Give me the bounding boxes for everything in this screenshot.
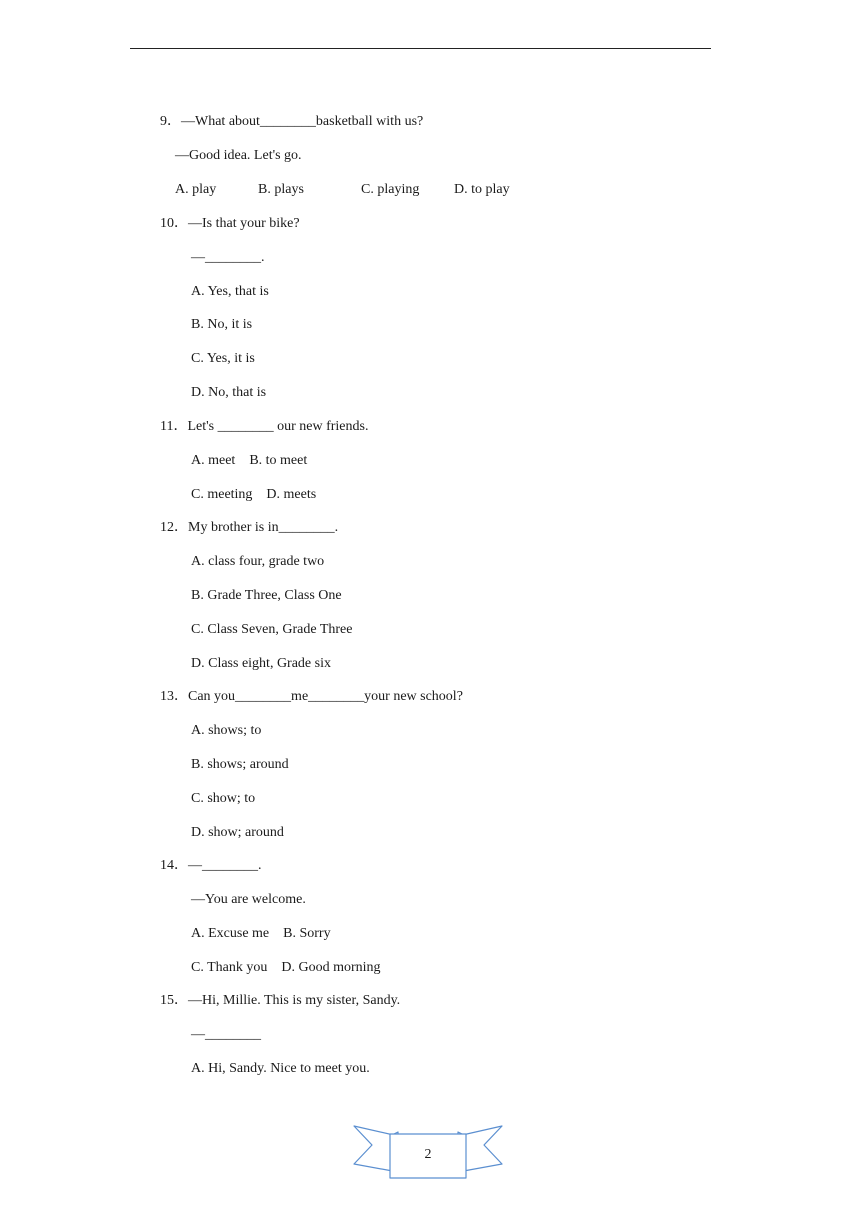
question-14-options-ab: A. Excuse me B. Sorry (191, 926, 331, 941)
header-rule (130, 48, 711, 49)
question-12-option-b: B. Grade Three, Class One (191, 588, 342, 603)
question-9-stem: 9．—What about________basketball with us? (160, 114, 424, 129)
question-12-stem: 12．My brother is in________. (160, 520, 339, 535)
question-10-option-a: A. Yes, that is (191, 284, 269, 299)
question-13-option-d: D. show; around (191, 825, 284, 840)
question-9-option-b: B. plays (258, 182, 304, 197)
question-10-option-d: D. No, that is (191, 385, 267, 400)
question-12-option-d: D. Class eight, Grade six (191, 656, 331, 671)
question-14-stem: 14．—________. (160, 858, 262, 873)
question-13-option-c: C. show; to (191, 791, 256, 806)
question-10-option-c: C. Yes, it is (191, 351, 255, 366)
question-9-option-a: A. play (175, 182, 217, 197)
question-9-option-d: D. to play (454, 182, 510, 197)
question-9-option-c: C. playing (361, 182, 420, 197)
question-12-option-a: A. class four, grade two (191, 554, 325, 569)
question-13-option-a: A. shows; to (191, 723, 262, 738)
question-15-option-a: A. Hi, Sandy. Nice to meet you. (191, 1061, 370, 1076)
question-14-response: —You are welcome. (191, 892, 306, 907)
question-14-options-cd: C. Thank you D. Good morning (191, 960, 381, 975)
question-9-response: —Good idea. Let's go. (175, 148, 302, 163)
question-11-stem: 11．Let's ________ our new friends. (160, 419, 369, 434)
question-10-option-b: B. No, it is (191, 317, 253, 332)
question-12-option-c: C. Class Seven, Grade Three (191, 622, 353, 637)
question-11-options-ab: A. meet B. to meet (191, 453, 308, 468)
question-10-response: —________. (191, 250, 265, 265)
question-15-stem: 15．—Hi, Millie. This is my sister, Sandy. (160, 993, 401, 1008)
question-10-stem: 10．—Is that your bike? (160, 216, 300, 231)
question-11-options-cd: C. meeting D. meets (191, 487, 317, 502)
page-number: 2 (424, 1147, 432, 1162)
question-15-response: —________ (191, 1027, 261, 1042)
page-number-ribbon (352, 1122, 504, 1182)
question-13-stem: 13．Can you________me________your new school? (160, 689, 463, 704)
question-13-option-b: B. shows; around (191, 757, 289, 772)
